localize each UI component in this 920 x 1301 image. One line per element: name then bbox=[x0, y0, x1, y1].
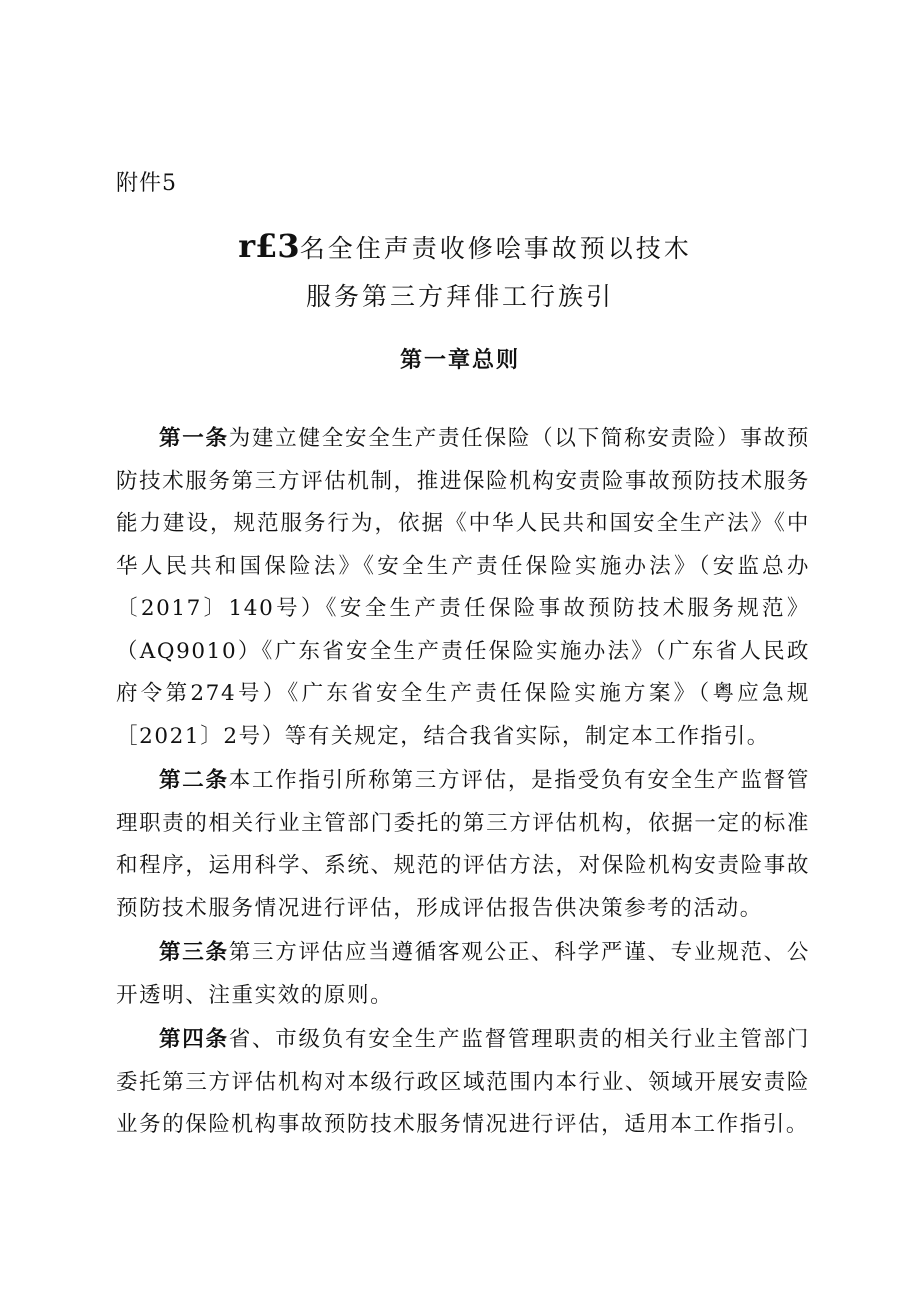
article-2-text: 本工作指引所称第三方评估，是指受负有安全生产监督管理职责的相关行业主管部门委托的第三方评估机构，依据一定的标准和程序，运用科学、系统、规范的评估方法，对保险机构安责险事故预防技术服务情况进行评估，形成评估报告供决策参考的活动。 bbox=[116, 768, 810, 921]
chapter-heading: 第一章总则 bbox=[399, 347, 520, 373]
article-4 bbox=[116, 1019, 810, 1147]
document-title bbox=[0, 222, 920, 321]
article-2 bbox=[116, 760, 810, 930]
title-line-1-lead: r£3 bbox=[238, 227, 300, 265]
title-line-1-rest: 名全住声责收修哙事故预以技木 bbox=[299, 234, 692, 263]
article-3-text: 第三方评估应当遵循客观公正、科学严谨、专业规范、公开透明、注重实效的原则。 bbox=[116, 940, 810, 1008]
title-line-2: 服务第三方拜俳工行族引 bbox=[305, 282, 614, 311]
article-3-label: 第三条 bbox=[159, 940, 229, 965]
article-2-label: 第二条 bbox=[159, 768, 229, 793]
title-line-1 bbox=[10, 222, 920, 273]
article-1-text: 为建立健全安全生产责任保险（以下简称安责险）事故预防技术服务第三方评估机制，推进保险机构安责险事故预防技术服务能力建设，规范服务行为，依据《中华人民共和国安全生产法》《中华人民共和国保险法》《安全生产责任保险实施办法》（安监总办〔2017〕140号）《安全生产责任保险事故预防技术服务规范》（AQ9010）《广东省安全生产责任保险实施办法》（广东省人民政府令第274号）《广东省安全生产责任保险实施方案》（粤应急规［2021〕2号）等有关规定，结合我省实际，制定本工作指引。 bbox=[116, 426, 810, 749]
article-4-label: 第四条 bbox=[159, 1027, 229, 1052]
article-3 bbox=[116, 932, 810, 1017]
body-text bbox=[116, 418, 810, 1149]
attachment-label: 附件5 bbox=[116, 171, 177, 196]
article-1 bbox=[116, 418, 810, 758]
article-1-label: 第一条 bbox=[159, 426, 229, 451]
article-4-text: 省、市级负有安全生产监督管理职责的相关行业主管部门委托第三方评估机构对本级行政区域范围内本行业、领域开展安责险业务的保险机构事故预防技术服务情况进行评估，适用本工作指引。 bbox=[116, 1027, 810, 1137]
